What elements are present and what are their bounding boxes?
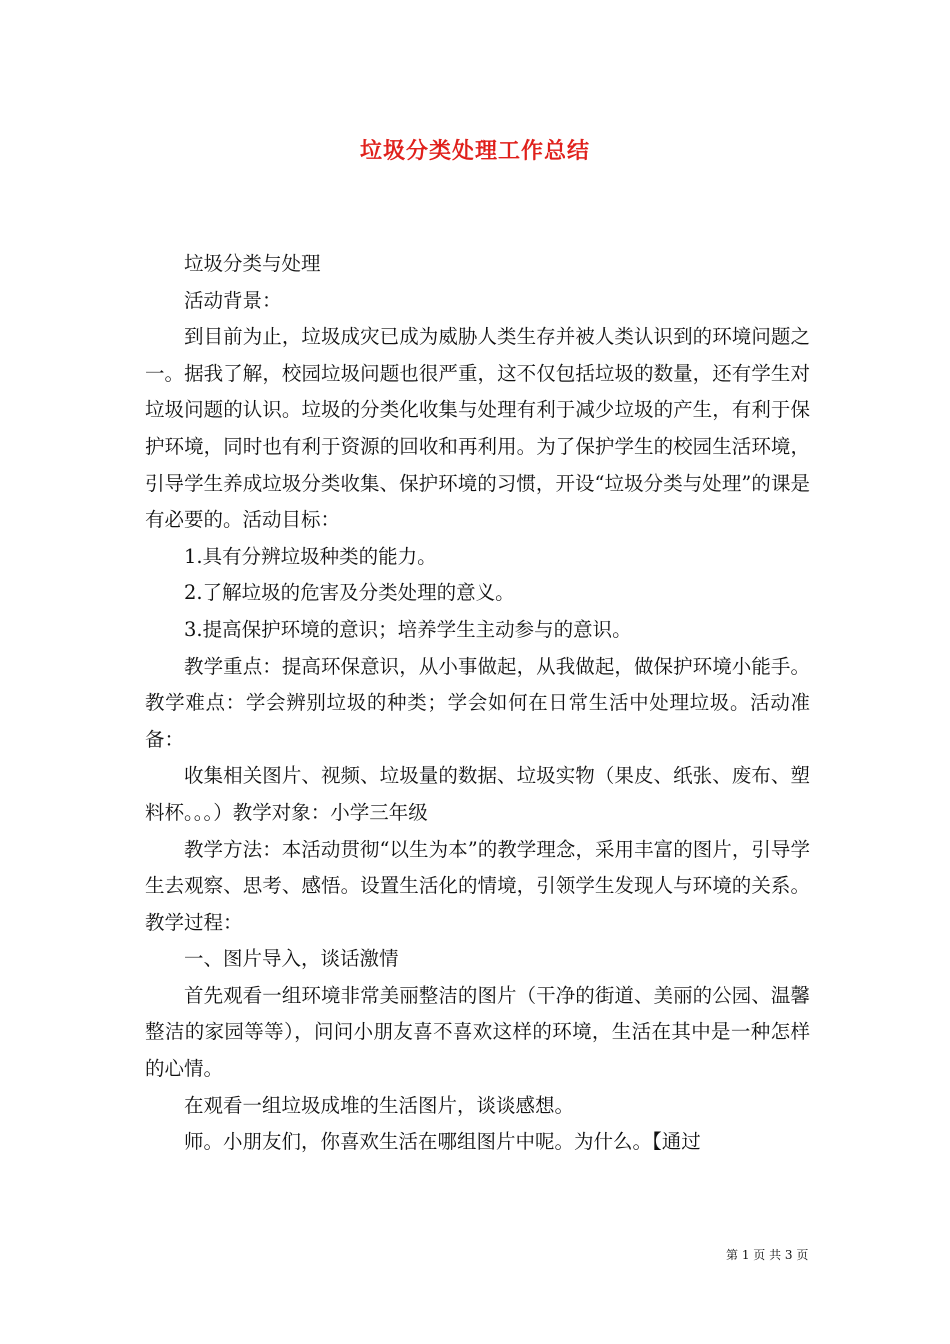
document-title: 垃圾分类处理工作总结 bbox=[359, 138, 590, 164]
document-body bbox=[145, 246, 810, 1161]
paragraph-background: 到目前为止，垃圾成灾已成为威胁人类生存并被人类认识到的环境问题之一。据我了解，校园垃圾问题也很严重，这不仅包括垃圾的数量，还有学生对垃圾问题的认识。垃圾的分类化收集与处理有利于减少垃圾的产生，有利于保护环境，同时也有利于资源的回收和再利用。为了保护学生的校园生活环境，引导学生养成垃圾分类收集、保护环境的习惯，开设“垃圾分类与处理”的课是有必要的。活动目标： bbox=[145, 325, 810, 532]
paragraph-step-3: 师。小朋友们，你喜欢生活在哪组图片中呢。为什么。【通过 bbox=[184, 1130, 701, 1154]
paragraph-step-1: 首先观看一组环境非常美丽整洁的图片（干净的街道、美丽的公园、温馨整洁的家园等等），问问小朋友喜不喜欢这样的环境，生活在其中是一种怎样的心情。 bbox=[145, 983, 810, 1081]
paragraph-heading: 垃圾分类与处理 bbox=[184, 252, 321, 275]
page-number-footer: 第 1 页 共 3 页 bbox=[726, 1248, 809, 1262]
paragraph-step-2: 在观看一组垃圾成堆的生活图片，谈谈感想。 bbox=[184, 1093, 575, 1117]
paragraph-method: 教学方法：本活动贯彻“以生为本”的教学理念，采用丰富的图片，引导学生去观察、思考、感悟。设置生活化的情境，引领学生发现人与环境的关系。教学过程： bbox=[145, 837, 810, 934]
paragraph-key-points: 教学重点：提高环保意识，从小事做起，从我做起，做保护环境小能手。教学难点：学会辨别垃圾的种类；学会如何在日常生活中处理垃圾。活动准备： bbox=[145, 654, 810, 751]
paragraph-goal-3: 3.提高保护环境的意识；培养学生主动参与的意识。 bbox=[184, 617, 632, 641]
paragraph-goal-2: 2.了解垃圾的危害及分类处理的意义。 bbox=[184, 581, 515, 605]
paragraph-background-label: 活动背景： bbox=[184, 288, 282, 312]
paragraph-goal-1: 1.具有分辨垃圾种类的能力。 bbox=[184, 544, 437, 568]
paragraph-preparation: 收集相关图片、视频、垃圾量的数据、垃圾实物（果皮、纸张、废布、塑料杯。。。）教学对象：小学三年级 bbox=[145, 764, 810, 824]
paragraph-section-1: 一、图片导入，谈话激情 bbox=[184, 947, 399, 971]
